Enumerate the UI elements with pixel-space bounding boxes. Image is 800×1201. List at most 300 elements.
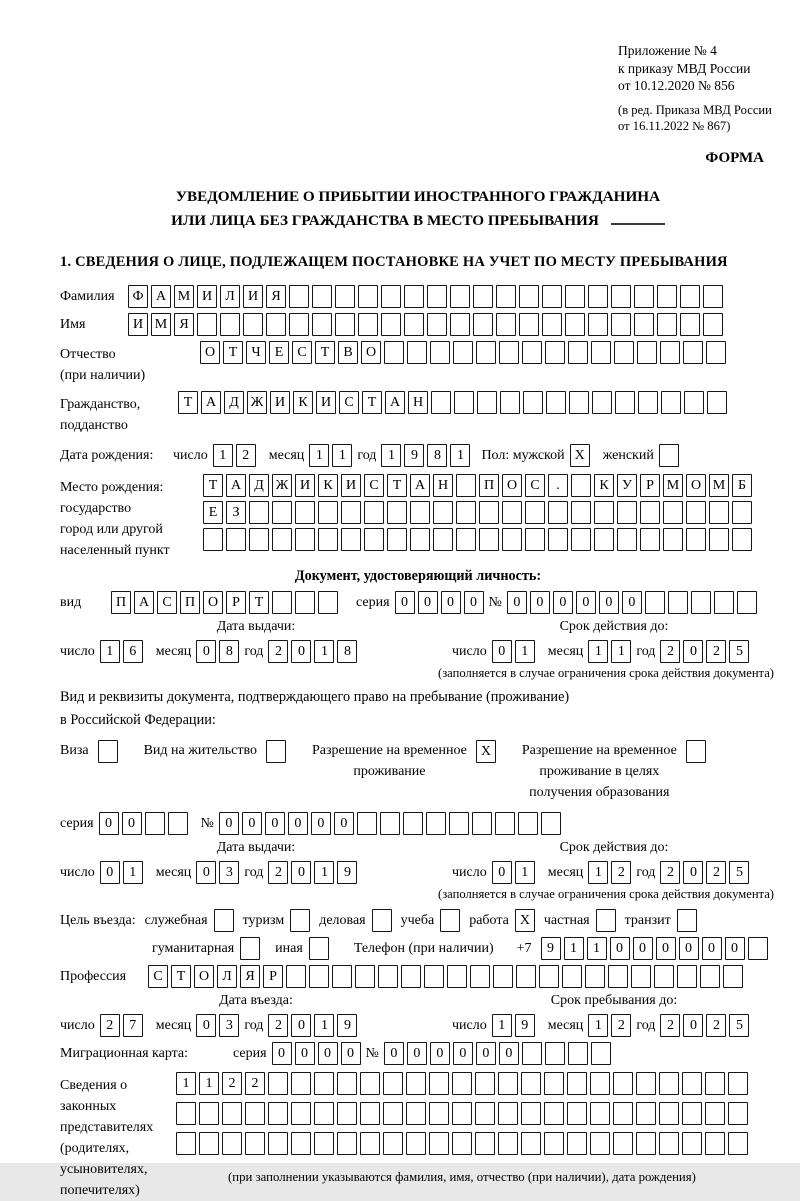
char-cell[interactable]: 0 <box>99 812 119 835</box>
char-cell[interactable]: 1 <box>588 640 608 663</box>
char-cell[interactable]: К <box>594 474 614 497</box>
char-cell[interactable] <box>657 313 677 336</box>
char-cell[interactable]: А <box>134 591 154 614</box>
char-cell[interactable]: 1 <box>332 444 352 467</box>
char-cell[interactable] <box>176 1102 196 1125</box>
char-cell[interactable]: 0 <box>311 812 331 835</box>
char-cell[interactable]: 0 <box>265 812 285 835</box>
char-cell[interactable] <box>659 1072 679 1095</box>
char-cell[interactable]: А <box>410 474 430 497</box>
char-cell[interactable] <box>519 313 539 336</box>
char-cell[interactable] <box>309 965 329 988</box>
char-cell[interactable] <box>638 391 658 414</box>
char-cell[interactable] <box>450 313 470 336</box>
char-cell[interactable]: Л <box>220 285 240 308</box>
char-cell[interactable]: 0 <box>395 591 415 614</box>
char-cell[interactable] <box>591 341 611 364</box>
char-cell[interactable]: Т <box>171 965 191 988</box>
char-cell[interactable] <box>318 501 338 524</box>
char-cell[interactable]: 9 <box>404 444 424 467</box>
char-cell[interactable] <box>571 501 591 524</box>
char-cell[interactable]: 0 <box>291 640 311 663</box>
char-cell[interactable]: 0 <box>334 812 354 835</box>
char-cell[interactable] <box>728 1102 748 1125</box>
char-cell[interactable]: 0 <box>656 937 676 960</box>
char-cell[interactable] <box>222 1102 242 1125</box>
char-cell[interactable] <box>454 391 474 414</box>
char-cell[interactable]: 1 <box>176 1072 196 1095</box>
char-cell[interactable] <box>588 313 608 336</box>
char-cell[interactable]: И <box>295 474 315 497</box>
char-cell[interactable]: 0 <box>407 1042 427 1065</box>
char-cell[interactable] <box>427 313 447 336</box>
char-cell[interactable] <box>654 965 674 988</box>
char-cell[interactable] <box>473 313 493 336</box>
char-cell[interactable] <box>523 391 543 414</box>
char-cell[interactable] <box>266 313 286 336</box>
char-cell[interactable] <box>707 391 727 414</box>
char-cell[interactable]: 2 <box>660 640 680 663</box>
char-cell[interactable] <box>516 965 536 988</box>
char-cell[interactable] <box>430 341 450 364</box>
char-cell[interactable] <box>645 591 665 614</box>
char-cell[interactable]: 1 <box>123 861 143 884</box>
char-cell[interactable] <box>387 501 407 524</box>
char-cell[interactable] <box>542 313 562 336</box>
char-cell[interactable] <box>585 965 605 988</box>
char-cell[interactable]: 9 <box>337 1014 357 1037</box>
char-cell[interactable] <box>372 909 392 932</box>
char-cell[interactable]: 0 <box>576 591 596 614</box>
char-cell[interactable]: В <box>338 341 358 364</box>
char-cell[interactable]: Е <box>269 341 289 364</box>
char-cell[interactable] <box>663 528 683 551</box>
char-cell[interactable] <box>636 1072 656 1095</box>
char-cell[interactable] <box>571 474 591 497</box>
char-cell[interactable] <box>703 285 723 308</box>
char-cell[interactable]: М <box>174 285 194 308</box>
char-cell[interactable]: Ч <box>246 341 266 364</box>
char-cell[interactable]: 1 <box>515 640 535 663</box>
char-cell[interactable] <box>364 501 384 524</box>
char-cell[interactable]: 2 <box>660 861 680 884</box>
char-cell[interactable]: И <box>197 285 217 308</box>
char-cell[interactable] <box>341 528 361 551</box>
char-cell[interactable] <box>383 1132 403 1155</box>
char-cell[interactable] <box>427 285 447 308</box>
char-cell[interactable] <box>637 341 657 364</box>
char-cell[interactable]: 0 <box>679 937 699 960</box>
char-cell[interactable]: 1 <box>611 640 631 663</box>
char-cell[interactable] <box>268 1132 288 1155</box>
char-cell[interactable]: 0 <box>196 861 216 884</box>
char-cell[interactable] <box>226 528 246 551</box>
char-cell[interactable]: Е <box>203 501 223 524</box>
char-cell[interactable]: 0 <box>610 937 630 960</box>
char-cell[interactable] <box>199 1102 219 1125</box>
char-cell[interactable]: 0 <box>122 812 142 835</box>
char-cell[interactable] <box>680 285 700 308</box>
char-cell[interactable]: 1 <box>314 861 334 884</box>
char-cell[interactable]: Н <box>433 474 453 497</box>
char-cell[interactable] <box>608 965 628 988</box>
char-cell[interactable]: X <box>570 444 590 467</box>
char-cell[interactable]: 0 <box>499 1042 519 1065</box>
char-cell[interactable] <box>266 740 286 763</box>
char-cell[interactable] <box>335 285 355 308</box>
char-cell[interactable] <box>456 528 476 551</box>
char-cell[interactable] <box>544 1072 564 1095</box>
char-cell[interactable]: 1 <box>199 1072 219 1095</box>
char-cell[interactable]: П <box>180 591 200 614</box>
char-cell[interactable] <box>502 501 522 524</box>
char-cell[interactable] <box>406 1102 426 1125</box>
char-cell[interactable]: 0 <box>492 640 512 663</box>
char-cell[interactable] <box>705 1102 725 1125</box>
char-cell[interactable] <box>682 1072 702 1095</box>
char-cell[interactable]: К <box>318 474 338 497</box>
char-cell[interactable] <box>318 528 338 551</box>
char-cell[interactable] <box>383 1072 403 1095</box>
char-cell[interactable] <box>493 965 513 988</box>
char-cell[interactable] <box>475 1072 495 1095</box>
char-cell[interactable] <box>521 1132 541 1155</box>
char-cell[interactable]: П <box>111 591 131 614</box>
char-cell[interactable] <box>440 909 460 932</box>
char-cell[interactable]: 0 <box>384 1042 404 1065</box>
char-cell[interactable]: 2 <box>611 1014 631 1037</box>
char-cell[interactable] <box>98 740 118 763</box>
char-cell[interactable]: 5 <box>729 1014 749 1037</box>
char-cell[interactable] <box>197 313 217 336</box>
char-cell[interactable]: 0 <box>219 812 239 835</box>
char-cell[interactable] <box>268 1102 288 1125</box>
char-cell[interactable] <box>613 1072 633 1095</box>
char-cell[interactable]: 1 <box>587 937 607 960</box>
char-cell[interactable] <box>686 501 706 524</box>
char-cell[interactable] <box>542 285 562 308</box>
char-cell[interactable] <box>682 1102 702 1125</box>
char-cell[interactable] <box>682 1132 702 1155</box>
char-cell[interactable] <box>569 391 589 414</box>
char-cell[interactable]: И <box>316 391 336 414</box>
char-cell[interactable] <box>686 528 706 551</box>
char-cell[interactable] <box>496 313 516 336</box>
char-cell[interactable] <box>479 501 499 524</box>
char-cell[interactable]: Я <box>240 965 260 988</box>
char-cell[interactable] <box>590 1072 610 1095</box>
char-cell[interactable] <box>272 528 292 551</box>
char-cell[interactable] <box>431 391 451 414</box>
char-cell[interactable] <box>706 341 726 364</box>
char-cell[interactable] <box>360 1132 380 1155</box>
char-cell[interactable]: 8 <box>427 444 447 467</box>
char-cell[interactable] <box>613 1102 633 1125</box>
char-cell[interactable]: 1 <box>381 444 401 467</box>
char-cell[interactable]: X <box>476 740 496 763</box>
char-cell[interactable]: 0 <box>553 591 573 614</box>
char-cell[interactable] <box>295 591 315 614</box>
char-cell[interactable]: С <box>339 391 359 414</box>
char-cell[interactable] <box>686 740 706 763</box>
char-cell[interactable]: 0 <box>530 591 550 614</box>
char-cell[interactable]: 0 <box>242 812 262 835</box>
char-cell[interactable]: Я <box>174 313 194 336</box>
char-cell[interactable] <box>659 1132 679 1155</box>
char-cell[interactable] <box>519 285 539 308</box>
char-cell[interactable] <box>522 1042 542 1065</box>
char-cell[interactable] <box>380 812 400 835</box>
char-cell[interactable]: 2 <box>611 861 631 884</box>
char-cell[interactable] <box>590 1132 610 1155</box>
char-cell[interactable]: 1 <box>564 937 584 960</box>
char-cell[interactable]: Т <box>315 341 335 364</box>
char-cell[interactable]: А <box>201 391 221 414</box>
char-cell[interactable] <box>381 285 401 308</box>
char-cell[interactable]: 1 <box>588 861 608 884</box>
char-cell[interactable]: 2 <box>245 1072 265 1095</box>
char-cell[interactable] <box>429 1072 449 1095</box>
char-cell[interactable] <box>525 528 545 551</box>
char-cell[interactable]: О <box>361 341 381 364</box>
char-cell[interactable] <box>567 1072 587 1095</box>
char-cell[interactable] <box>295 528 315 551</box>
char-cell[interactable] <box>291 1132 311 1155</box>
char-cell[interactable] <box>545 341 565 364</box>
char-cell[interactable] <box>447 965 467 988</box>
char-cell[interactable]: А <box>226 474 246 497</box>
char-cell[interactable]: 0 <box>318 1042 338 1065</box>
char-cell[interactable] <box>636 1132 656 1155</box>
char-cell[interactable] <box>176 1132 196 1155</box>
char-cell[interactable] <box>289 285 309 308</box>
char-cell[interactable]: 0 <box>341 1042 361 1065</box>
char-cell[interactable]: С <box>525 474 545 497</box>
char-cell[interactable] <box>732 501 752 524</box>
char-cell[interactable] <box>312 285 332 308</box>
char-cell[interactable] <box>364 528 384 551</box>
char-cell[interactable] <box>473 285 493 308</box>
char-cell[interactable] <box>565 285 585 308</box>
char-cell[interactable] <box>357 812 377 835</box>
char-cell[interactable] <box>571 528 591 551</box>
char-cell[interactable] <box>634 313 654 336</box>
char-cell[interactable] <box>452 1102 472 1125</box>
char-cell[interactable] <box>636 1102 656 1125</box>
char-cell[interactable]: 0 <box>476 1042 496 1065</box>
char-cell[interactable] <box>568 1042 588 1065</box>
char-cell[interactable] <box>245 1132 265 1155</box>
char-cell[interactable]: С <box>292 341 312 364</box>
char-cell[interactable] <box>475 1132 495 1155</box>
char-cell[interactable]: 0 <box>272 1042 292 1065</box>
char-cell[interactable] <box>590 1102 610 1125</box>
char-cell[interactable] <box>495 812 515 835</box>
char-cell[interactable]: 1 <box>450 444 470 467</box>
char-cell[interactable]: А <box>151 285 171 308</box>
char-cell[interactable] <box>378 965 398 988</box>
char-cell[interactable] <box>314 1102 334 1125</box>
char-cell[interactable]: П <box>479 474 499 497</box>
char-cell[interactable] <box>660 341 680 364</box>
char-cell[interactable] <box>546 391 566 414</box>
char-cell[interactable]: М <box>709 474 729 497</box>
char-cell[interactable] <box>249 501 269 524</box>
char-cell[interactable] <box>456 501 476 524</box>
char-cell[interactable] <box>360 1072 380 1095</box>
char-cell[interactable] <box>450 285 470 308</box>
char-cell[interactable] <box>470 965 490 988</box>
char-cell[interactable] <box>539 965 559 988</box>
char-cell[interactable]: 2 <box>222 1072 242 1095</box>
char-cell[interactable] <box>476 341 496 364</box>
char-cell[interactable] <box>272 591 292 614</box>
char-cell[interactable] <box>728 1132 748 1155</box>
char-cell[interactable]: О <box>203 591 223 614</box>
char-cell[interactable] <box>272 501 292 524</box>
char-cell[interactable] <box>700 965 720 988</box>
char-cell[interactable] <box>433 501 453 524</box>
char-cell[interactable]: Б <box>732 474 752 497</box>
char-cell[interactable] <box>341 501 361 524</box>
char-cell[interactable] <box>498 1072 518 1095</box>
char-cell[interactable] <box>498 1132 518 1155</box>
char-cell[interactable]: 1 <box>100 640 120 663</box>
char-cell[interactable]: 0 <box>464 591 484 614</box>
char-cell[interactable]: К <box>293 391 313 414</box>
char-cell[interactable]: Р <box>263 965 283 988</box>
char-cell[interactable]: 2 <box>706 1014 726 1037</box>
char-cell[interactable] <box>479 528 499 551</box>
char-cell[interactable] <box>453 341 473 364</box>
char-cell[interactable]: Я <box>266 285 286 308</box>
char-cell[interactable] <box>545 1042 565 1065</box>
char-cell[interactable] <box>562 965 582 988</box>
char-cell[interactable]: А <box>385 391 405 414</box>
char-cell[interactable] <box>594 528 614 551</box>
char-cell[interactable] <box>404 313 424 336</box>
char-cell[interactable] <box>145 812 165 835</box>
char-cell[interactable] <box>477 391 497 414</box>
char-cell[interactable] <box>337 1072 357 1095</box>
char-cell[interactable]: С <box>157 591 177 614</box>
char-cell[interactable]: Д <box>249 474 269 497</box>
char-cell[interactable]: У <box>617 474 637 497</box>
char-cell[interactable]: 8 <box>337 640 357 663</box>
char-cell[interactable]: . <box>548 474 568 497</box>
char-cell[interactable] <box>168 812 188 835</box>
char-cell[interactable] <box>548 501 568 524</box>
char-cell[interactable] <box>335 313 355 336</box>
char-cell[interactable]: X <box>515 909 535 932</box>
char-cell[interactable] <box>592 391 612 414</box>
char-cell[interactable]: 0 <box>683 640 703 663</box>
char-cell[interactable]: Ж <box>247 391 267 414</box>
char-cell[interactable]: 2 <box>268 861 288 884</box>
char-cell[interactable] <box>410 501 430 524</box>
char-cell[interactable] <box>521 1072 541 1095</box>
char-cell[interactable]: 1 <box>588 1014 608 1037</box>
char-cell[interactable] <box>383 1102 403 1125</box>
char-cell[interactable] <box>314 1072 334 1095</box>
char-cell[interactable] <box>640 528 660 551</box>
char-cell[interactable] <box>683 341 703 364</box>
char-cell[interactable] <box>661 391 681 414</box>
char-cell[interactable]: Т <box>203 474 223 497</box>
char-cell[interactable]: 0 <box>599 591 619 614</box>
char-cell[interactable]: 2 <box>268 1014 288 1037</box>
char-cell[interactable] <box>220 313 240 336</box>
char-cell[interactable] <box>640 501 660 524</box>
char-cell[interactable] <box>748 937 768 960</box>
char-cell[interactable] <box>521 1102 541 1125</box>
char-cell[interactable] <box>406 1072 426 1095</box>
char-cell[interactable] <box>659 1102 679 1125</box>
char-cell[interactable]: 0 <box>291 1014 311 1037</box>
char-cell[interactable]: Т <box>362 391 382 414</box>
char-cell[interactable] <box>500 391 520 414</box>
char-cell[interactable]: 0 <box>507 591 527 614</box>
char-cell[interactable]: 2 <box>236 444 256 467</box>
char-cell[interactable] <box>243 313 263 336</box>
char-cell[interactable]: М <box>663 474 683 497</box>
char-cell[interactable] <box>614 341 634 364</box>
char-cell[interactable]: 0 <box>100 861 120 884</box>
char-cell[interactable]: 8 <box>219 640 239 663</box>
char-cell[interactable]: И <box>341 474 361 497</box>
char-cell[interactable] <box>456 474 476 497</box>
char-cell[interactable]: Ж <box>272 474 292 497</box>
char-cell[interactable]: 0 <box>196 640 216 663</box>
char-cell[interactable]: Т <box>387 474 407 497</box>
char-cell[interactable]: 2 <box>706 640 726 663</box>
char-cell[interactable] <box>709 501 729 524</box>
char-cell[interactable]: 0 <box>683 861 703 884</box>
char-cell[interactable] <box>410 528 430 551</box>
char-cell[interactable] <box>677 909 697 932</box>
char-cell[interactable] <box>290 909 310 932</box>
char-cell[interactable] <box>404 285 424 308</box>
char-cell[interactable]: 2 <box>660 1014 680 1037</box>
char-cell[interactable]: О <box>200 341 220 364</box>
char-cell[interactable]: 7 <box>123 1014 143 1037</box>
char-cell[interactable]: 0 <box>295 1042 315 1065</box>
char-cell[interactable] <box>588 285 608 308</box>
char-cell[interactable] <box>309 937 329 960</box>
char-cell[interactable] <box>596 909 616 932</box>
char-cell[interactable]: 9 <box>541 937 561 960</box>
char-cell[interactable] <box>617 501 637 524</box>
char-cell[interactable] <box>291 1102 311 1125</box>
char-cell[interactable] <box>634 285 654 308</box>
char-cell[interactable] <box>568 341 588 364</box>
char-cell[interactable]: 9 <box>337 861 357 884</box>
char-cell[interactable] <box>615 391 635 414</box>
char-cell[interactable] <box>522 341 542 364</box>
char-cell[interactable] <box>714 591 734 614</box>
char-cell[interactable]: 0 <box>622 591 642 614</box>
char-cell[interactable]: С <box>364 474 384 497</box>
char-cell[interactable] <box>449 812 469 835</box>
char-cell[interactable]: 9 <box>515 1014 535 1037</box>
char-cell[interactable] <box>498 1102 518 1125</box>
char-cell[interactable] <box>199 1132 219 1155</box>
char-cell[interactable] <box>594 501 614 524</box>
char-cell[interactable]: 0 <box>725 937 745 960</box>
char-cell[interactable]: 0 <box>633 937 653 960</box>
char-cell[interactable] <box>611 285 631 308</box>
char-cell[interactable] <box>291 1072 311 1095</box>
